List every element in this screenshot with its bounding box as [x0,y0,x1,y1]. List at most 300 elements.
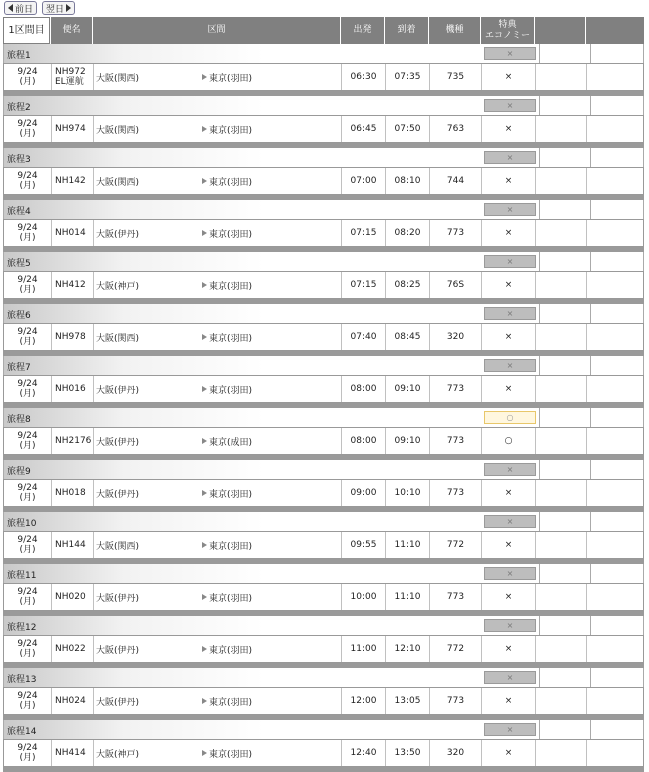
availability-badge[interactable]: × [484,515,536,528]
destination: 東京(羽田) [209,697,253,708]
aircraft-type: 744 [429,168,481,194]
flight-row[interactable] [3,167,644,195]
destination: 東京(羽田) [209,645,253,656]
empty-cell [535,116,586,142]
date-cell [4,688,51,714]
itinerary-label: 旅程8 [7,415,31,425]
origin: 大阪(伊丹) [96,697,140,708]
route-arrow-icon [202,386,207,392]
divider [590,44,591,63]
flight-number-cell [51,220,93,246]
header-blank-1 [534,17,585,44]
itinerary-label: 旅程9 [7,467,31,477]
divider [590,148,591,167]
itinerary-block [3,460,644,512]
aircraft-type: 772 [429,636,481,662]
divider [590,720,591,739]
itinerary-block [3,564,644,616]
header-award-line2: エコノミー [484,30,530,41]
date-cell [4,376,51,402]
divider [539,720,540,739]
divider [590,512,591,531]
destination-wrap [202,688,252,714]
destination-wrap [202,272,252,298]
route-arrow-icon [202,126,207,132]
empty-cell [586,480,643,506]
date-cell [4,168,51,194]
arrival-time: 13:50 [385,740,429,766]
destination: 東京(羽田) [209,385,253,396]
empty-cell [535,168,586,194]
previous-day-button[interactable] [4,1,37,15]
weekday-value: (月) [19,753,36,763]
departure-time: 07:40 [341,324,385,350]
empty-cell [586,740,643,766]
flight-number: NH972 [55,67,86,77]
destination: 東京(成田) [209,437,253,448]
flight-number-cell [51,428,93,454]
weekday-value: (月) [19,649,36,659]
date-value: 9/24 [17,67,38,77]
origin: 大阪(伊丹) [96,385,140,396]
destination: 東京(羽田) [209,125,253,136]
origin: 大阪(伊丹) [96,645,140,656]
empty-cell [535,636,586,662]
flight-results-table [3,17,644,772]
itinerary-header [3,356,644,375]
flight-row[interactable] [3,427,644,455]
weekday-value: (月) [19,233,36,243]
route-arrow-icon [202,542,207,548]
award-availability: × [481,324,535,350]
arrival-time: 07:50 [385,116,429,142]
date-value: 9/24 [17,119,38,129]
availability-badge[interactable]: × [484,255,536,268]
header-flight: 便名 [50,17,92,44]
flight-row[interactable] [3,323,644,351]
flight-number-cell [51,324,93,350]
arrival-time: 13:05 [385,688,429,714]
destination-wrap [202,324,252,350]
left-arrow-icon [8,4,13,12]
header-award-economy [480,17,534,44]
header-route: 区間 [92,17,340,44]
award-availability: × [481,584,535,610]
flight-number-cell [51,376,93,402]
flight-row[interactable] [3,531,644,559]
route-arrow-icon [202,750,207,756]
date-cell [4,324,51,350]
flight-number: NH412 [55,280,86,290]
divider [539,668,540,687]
aircraft-type: 320 [429,324,481,350]
arrival-time: 10:10 [385,480,429,506]
departure-time: 07:00 [341,168,385,194]
flight-number-cell [51,688,93,714]
divider [590,200,591,219]
itinerary-label: 旅程12 [7,623,37,633]
origin: 大阪(関西) [96,125,140,136]
award-availability: × [481,168,535,194]
itinerary-block [3,96,644,148]
itinerary-header [3,44,644,63]
itinerary-block [3,720,644,772]
aircraft-type: 773 [429,688,481,714]
origin: 大阪(関西) [96,73,140,84]
date-value: 9/24 [17,379,38,389]
empty-cell [535,64,586,90]
route-cell [93,272,341,298]
route-arrow-icon [202,230,207,236]
divider [590,564,591,583]
next-day-button[interactable] [42,1,75,15]
divider [539,512,540,531]
departure-time: 06:45 [341,116,385,142]
destination-wrap [202,636,252,662]
route-cell [93,636,341,662]
aircraft-type: 76S [429,272,481,298]
origin: 大阪(関西) [96,333,140,344]
aircraft-type: 773 [429,428,481,454]
date-cell [4,740,51,766]
arrival-time: 09:10 [385,428,429,454]
flight-number: NH020 [55,592,86,602]
flight-row[interactable] [3,375,644,403]
itinerary-block [3,252,644,304]
flight-number: NH024 [55,696,86,706]
origin: 大阪(関西) [96,177,140,188]
itinerary-block [3,200,644,252]
arrival-time: 07:35 [385,64,429,90]
route-arrow-icon [202,594,207,600]
destination: 東京(羽田) [209,73,253,84]
aircraft-type: 772 [429,532,481,558]
route-cell [93,688,341,714]
date-value: 9/24 [17,431,38,441]
award-availability: × [481,532,535,558]
destination-wrap [202,740,252,766]
divider [539,200,540,219]
itinerary-label: 旅程11 [7,571,37,581]
empty-cell [535,584,586,610]
destination: 東京(羽田) [209,333,253,344]
flight-row[interactable] [3,739,644,767]
header-equipment: 機種 [428,17,480,44]
date-cell [4,532,51,558]
itinerary-label: 旅程7 [7,363,31,373]
header-depart: 出発 [340,17,384,44]
date-value: 9/24 [17,483,38,493]
departure-time: 07:15 [341,220,385,246]
flight-number: NH2176 [55,436,92,446]
destination-wrap [202,584,252,610]
itinerary-block [3,356,644,408]
empty-cell [535,688,586,714]
aircraft-type: 735 [429,64,481,90]
departure-time: 12:40 [341,740,385,766]
availability-badge[interactable]: × [484,619,536,632]
departure-time: 08:00 [341,428,385,454]
route-cell [93,64,341,90]
departure-time: 11:00 [341,636,385,662]
divider [539,408,540,427]
arrival-time: 08:10 [385,168,429,194]
itinerary-label: 旅程4 [7,207,31,217]
award-availability: × [481,220,535,246]
availability-badge[interactable]: × [484,151,536,164]
award-availability: × [481,636,535,662]
itinerary-header [3,304,644,323]
flight-number-cell [51,272,93,298]
date-cell [4,220,51,246]
route-arrow-icon [202,74,207,80]
departure-time: 08:00 [341,376,385,402]
weekday-value: (月) [19,181,36,191]
route-cell [93,428,341,454]
itinerary-block [3,668,644,720]
itinerary-block [3,304,644,356]
destination: 東京(羽田) [209,177,253,188]
flight-number-cell [51,480,93,506]
flight-number: NH974 [55,124,86,134]
empty-cell [586,324,643,350]
divider [590,96,591,115]
availability-badge[interactable]: × [484,567,536,580]
date-cell [4,636,51,662]
empty-cell [535,532,586,558]
origin: 大阪(関西) [96,541,140,552]
route-cell [93,168,341,194]
weekday-value: (月) [19,441,36,451]
header-segment: 1区間目 [3,17,50,44]
flight-number: NH144 [55,540,86,550]
flight-row[interactable] [3,687,644,715]
route-cell [93,584,341,610]
flight-row[interactable] [3,63,644,91]
date-value: 9/24 [17,275,38,285]
route-cell [93,376,341,402]
divider [539,148,540,167]
day-navigation [4,1,75,15]
itinerary-label: 旅程6 [7,311,31,321]
availability-badge[interactable]: × [484,359,536,372]
departure-time: 09:00 [341,480,385,506]
origin: 大阪(神戸) [96,281,140,292]
empty-cell [586,584,643,610]
header-arrive: 到着 [384,17,428,44]
divider [539,460,540,479]
table-header [3,17,644,44]
date-value: 9/24 [17,743,38,753]
date-value: 9/24 [17,223,38,233]
flight-row[interactable] [3,583,644,611]
date-cell [4,428,51,454]
divider [590,356,591,375]
weekday-value: (月) [19,597,36,607]
route-arrow-icon [202,178,207,184]
empty-cell [535,740,586,766]
date-value: 9/24 [17,639,38,649]
origin: 大阪(伊丹) [96,593,140,604]
availability-badge[interactable]: × [484,671,536,684]
availability-badge[interactable]: × [484,463,536,476]
flight-number-cell [51,168,93,194]
itinerary-header [3,512,644,531]
route-arrow-icon [202,698,207,704]
availability-badge[interactable]: ○ [484,411,536,424]
empty-cell [535,428,586,454]
destination-wrap [202,64,252,90]
flight-row[interactable] [3,479,644,507]
flight-row[interactable] [3,219,644,247]
route-cell [93,532,341,558]
flight-row[interactable] [3,115,644,143]
origin: 大阪(伊丹) [96,229,140,240]
arrival-time: 11:10 [385,584,429,610]
availability-badge[interactable]: × [484,723,536,736]
flight-row[interactable] [3,271,644,299]
table-body [3,44,644,772]
itinerary-header [3,460,644,479]
weekday-value: (月) [19,77,36,87]
itinerary-header [3,720,644,739]
divider [590,304,591,323]
empty-cell [586,376,643,402]
departure-time: 09:55 [341,532,385,558]
empty-cell [535,272,586,298]
empty-cell [586,220,643,246]
flight-number: NH022 [55,644,86,654]
destination: 東京(羽田) [209,541,253,552]
divider [590,252,591,271]
empty-cell [586,532,643,558]
flight-number: NH016 [55,384,86,394]
route-arrow-icon [202,334,207,340]
route-cell [93,740,341,766]
route-cell [93,116,341,142]
flight-number-cell [51,636,93,662]
destination-wrap [202,428,252,454]
flight-number: NH414 [55,748,86,758]
departure-time: 12:00 [341,688,385,714]
aircraft-type: 773 [429,584,481,610]
weekday-value: (月) [19,389,36,399]
itinerary-header [3,408,644,427]
divider [590,668,591,687]
award-availability: × [481,740,535,766]
aircraft-type: 763 [429,116,481,142]
destination-wrap [202,220,252,246]
weekday-value: (月) [19,493,36,503]
arrival-time: 08:25 [385,272,429,298]
itinerary-block [3,148,644,200]
award-availability: × [481,376,535,402]
date-value: 9/24 [17,171,38,181]
next-day-label: 翌日 [46,4,65,15]
right-arrow-icon [66,4,71,12]
date-cell [4,272,51,298]
empty-cell [586,116,643,142]
flight-number-cell [51,584,93,610]
destination-wrap [202,116,252,142]
previous-day-label: 前日 [15,4,34,15]
date-cell [4,64,51,90]
departure-time: 06:30 [341,64,385,90]
route-cell [93,480,341,506]
availability-badge[interactable]: × [484,99,536,112]
empty-cell [586,428,643,454]
departure-time: 10:00 [341,584,385,610]
itinerary-header [3,564,644,583]
divider [539,96,540,115]
empty-cell [535,220,586,246]
flight-number: NH014 [55,228,86,238]
flight-number: NH142 [55,176,86,186]
date-value: 9/24 [17,691,38,701]
arrival-time: 08:45 [385,324,429,350]
empty-cell [586,272,643,298]
destination: 東京(羽田) [209,281,253,292]
flight-number-cell [51,116,93,142]
flight-number-cell [51,64,93,90]
date-value: 9/24 [17,327,38,337]
arrival-time: 11:10 [385,532,429,558]
arrival-time: 09:10 [385,376,429,402]
flight-number-cell [51,740,93,766]
award-availability: × [481,272,535,298]
empty-cell [586,636,643,662]
origin: 大阪(伊丹) [96,437,140,448]
award-availability: × [481,688,535,714]
row-separator [3,767,644,772]
origin: 大阪(神戸) [96,749,140,760]
destination: 東京(羽田) [209,749,253,760]
itinerary-header [3,96,644,115]
itinerary-header [3,252,644,271]
itinerary-label: 旅程10 [7,519,37,529]
destination: 東京(羽田) [209,229,253,240]
route-arrow-icon [202,490,207,496]
award-availability: ○ [481,428,535,454]
aircraft-type: 773 [429,376,481,402]
date-value: 9/24 [17,587,38,597]
aircraft-type: 773 [429,220,481,246]
itinerary-label: 旅程2 [7,103,31,113]
award-availability: × [481,64,535,90]
aircraft-type: 773 [429,480,481,506]
flight-number: NH018 [55,488,86,498]
header-award-line1: 特典 [498,19,517,30]
itinerary-header [3,200,644,219]
empty-cell [535,376,586,402]
weekday-value: (月) [19,285,36,295]
weekday-value: (月) [19,545,36,555]
itinerary-label: 旅程1 [7,51,31,61]
divider [590,460,591,479]
availability-badge[interactable]: × [484,47,536,60]
aircraft-type: 320 [429,740,481,766]
destination-wrap [202,480,252,506]
empty-cell [535,324,586,350]
availability-badge[interactable]: × [484,307,536,320]
availability-badge[interactable]: × [484,203,536,216]
flight-row[interactable] [3,635,644,663]
award-availability: × [481,116,535,142]
divider [539,564,540,583]
weekday-value: (月) [19,337,36,347]
weekday-value: (月) [19,129,36,139]
destination-wrap [202,376,252,402]
